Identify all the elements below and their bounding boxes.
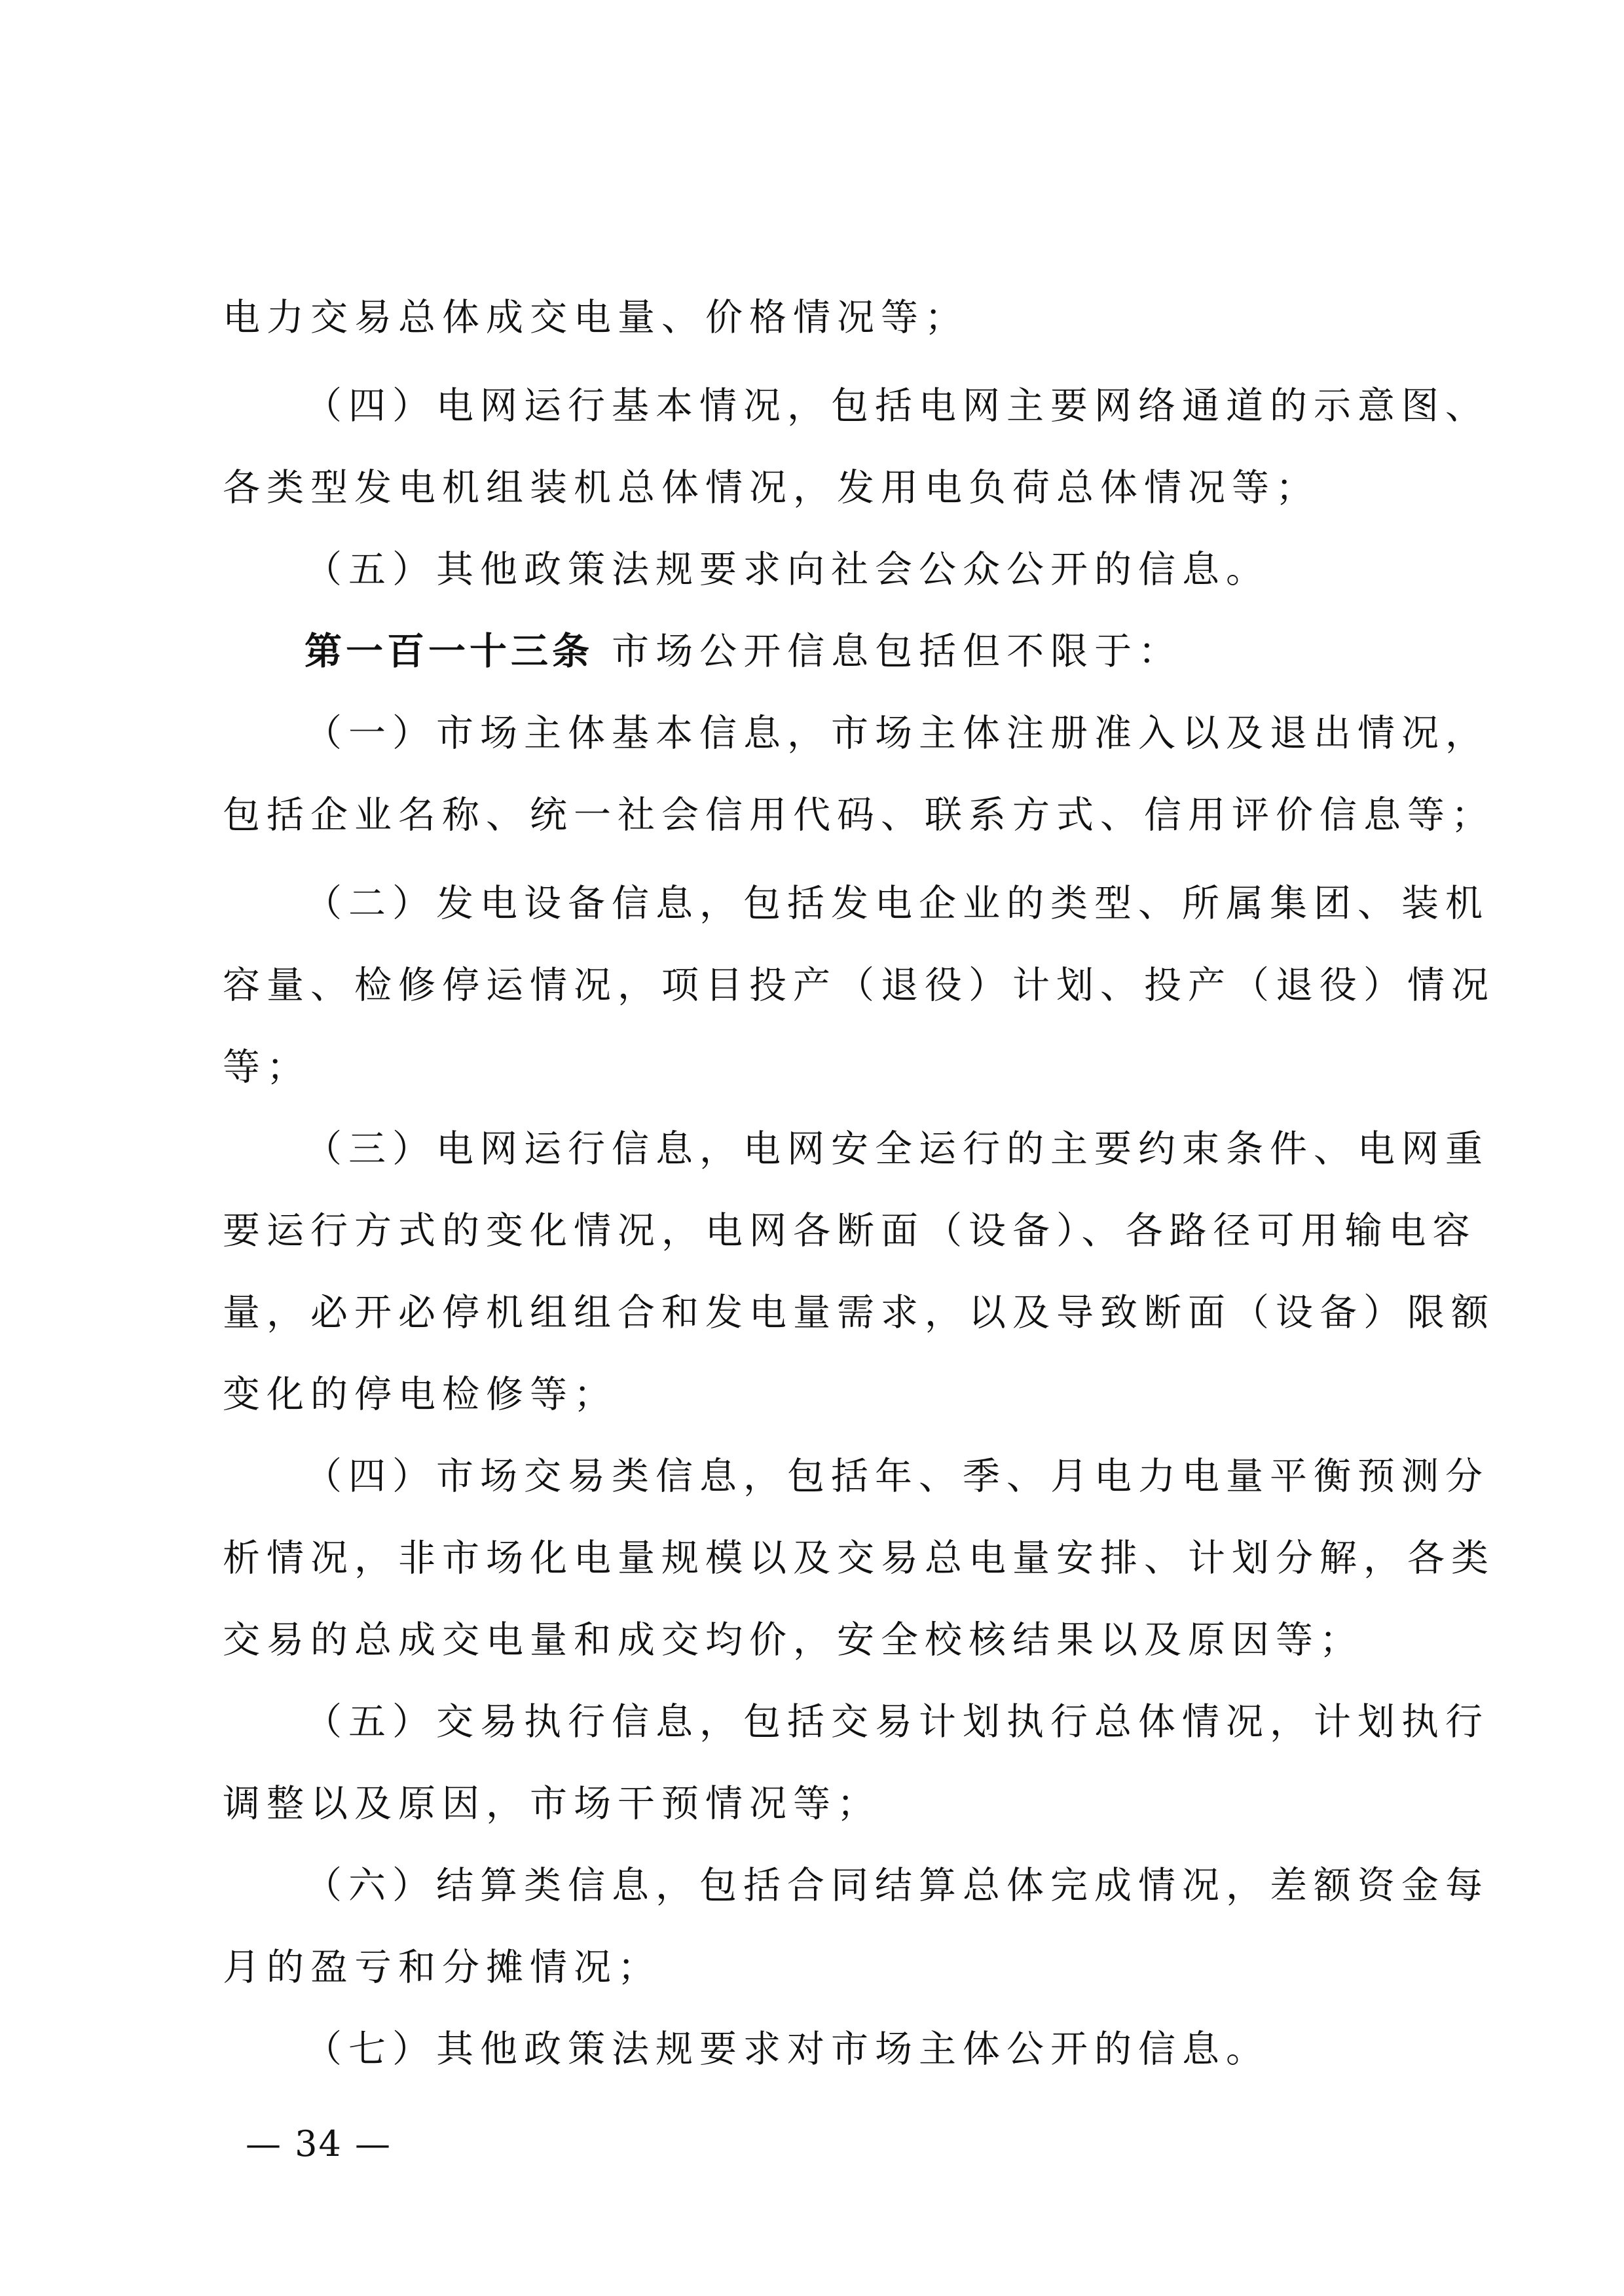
text-line: 调整以及原因，市场干预情况等； <box>223 1782 881 1825</box>
page-number: — 34 — <box>246 2123 392 2164</box>
text-line: （五）其他政策法规要求向社会公众公开的信息。 <box>304 548 1270 591</box>
text-line: （四）电网运行基本情况，包括电网主要网络通道的示意图、 <box>304 384 1489 428</box>
text-line: 析情况，非市场化电量规模以及交易总电量安排、计划分解，各类 <box>223 1537 1495 1580</box>
text-line: （一）市场主体基本信息，市场主体注册准入以及退出情况， <box>304 712 1489 755</box>
text-line: （七）其他政策法规要求对市场主体公开的信息。 <box>304 2028 1270 2071</box>
text-line: 月的盈亏和分摊情况； <box>223 1946 661 1989</box>
text-line: 量，必开必停机组组合和发电量需求，以及导致断面（设备）限额 <box>223 1291 1495 1334</box>
text-line: 要运行方式的变化情况，电网各断面（设备）、各路径可用输电容 <box>223 1209 1477 1252</box>
text-line: 交易的总成交电量和成交均价，安全校核结果以及原因等； <box>223 1618 1363 1662</box>
text-line: （五）交易执行信息，包括交易计划执行总体情况，计划执行 <box>304 1700 1489 1743</box>
text-line: （二）发电设备信息，包括发电企业的类型、所属集团、装机 <box>304 882 1489 925</box>
text-line: （六）结算类信息，包括合同结算总体完成情况，差额资金每 <box>304 1864 1489 1907</box>
article-number: 第一百一十三条 <box>304 630 593 673</box>
text-line: （四）市场交易类信息，包括年、季、月电力电量平衡预测分 <box>304 1455 1489 1498</box>
text-line: 各类型发电机组装机总体情况，发用电负荷总体情况等； <box>223 466 1320 509</box>
article-text: 市场公开信息包括但不限于： <box>612 630 1183 673</box>
text-line: 容量、检修停运情况，项目投产（退役）计划、投产（退役）情况 <box>223 964 1495 1007</box>
article-heading <box>304 622 1483 681</box>
text-line: 等； <box>223 1046 310 1089</box>
text-line: （三）电网运行信息，电网安全运行的主要约束条件、电网重 <box>304 1127 1489 1171</box>
text-line: 电力交易总体成交电量、价格情况等； <box>223 296 969 339</box>
text-line: 变化的停电检修等； <box>223 1373 618 1416</box>
text-line: 包括企业名称、统一社会信用代码、联系方式、信用评价信息等； <box>223 793 1495 837</box>
